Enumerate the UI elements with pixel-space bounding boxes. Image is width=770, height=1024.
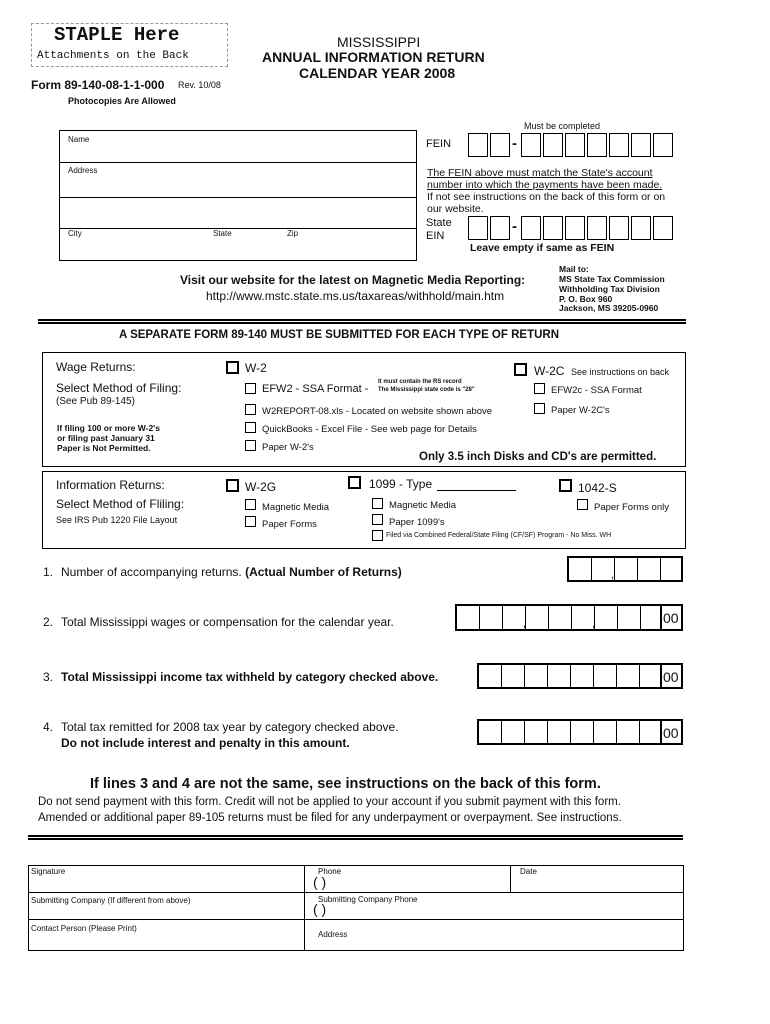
fein-digit[interactable] [543, 133, 563, 157]
fein-digit[interactable] [521, 133, 541, 157]
line2-amount[interactable] [455, 604, 683, 631]
mail-line1: MS State Tax Commission [559, 274, 665, 284]
company-label: Submitting Company (If different from above) [31, 896, 191, 905]
line3-cents: 00 [663, 669, 679, 685]
info-pub: See IRS Pub 1220 File Layout [56, 515, 178, 525]
mail-line2: Withholding Tax Division [559, 284, 660, 294]
staple-subtitle: Attachments on the Back [37, 50, 189, 62]
line2-text: Total Mississippi wages or compensation for the calendar year. [61, 615, 394, 629]
line3-text: Total Mississippi income tax withheld by category checked above. [61, 670, 439, 684]
state-ein-digit[interactable] [609, 216, 629, 240]
name-label: Name [68, 135, 90, 144]
website-url[interactable]: http://www.mstc.state.ms.us/taxareas/withhold/main.htm [206, 289, 505, 303]
line3-number: 3. [43, 670, 54, 684]
signature-label: Signature [31, 867, 66, 876]
paper-only-checkbox[interactable] [577, 499, 588, 510]
divider [28, 835, 683, 837]
fein-label: FEIN [426, 138, 452, 150]
fein-digit[interactable] [631, 133, 651, 157]
wage-note-2: or filing past January 31 [57, 433, 155, 443]
w2g-magnetic-label: Magnetic Media [262, 502, 330, 513]
w2-checkbox[interactable] [226, 361, 239, 374]
website-visit: Visit our website for the latest on Magnetic Media Reporting: [180, 273, 526, 287]
line4-number: 4. [43, 720, 54, 734]
paper-w2-checkbox[interactable] [245, 440, 256, 451]
t1042-label: 1042-S [578, 481, 617, 495]
t1042-checkbox[interactable] [559, 479, 572, 492]
fein-digit[interactable] [565, 133, 585, 157]
cfsf-checkbox[interactable] [372, 530, 383, 541]
t1099-label: 1099 - Type [369, 477, 433, 491]
w2g-paper-label: Paper Forms [262, 519, 317, 530]
state-ein-digit[interactable] [631, 216, 651, 240]
name-field[interactable] [60, 146, 416, 160]
fein-digit[interactable] [587, 133, 607, 157]
state-ein-digit[interactable] [565, 216, 585, 240]
address-cell[interactable] [304, 919, 684, 951]
divider [38, 322, 686, 324]
wage-note-1: If filing 100 or more W-2's [57, 423, 160, 433]
mail-label: Mail to: [559, 264, 589, 274]
header-title: ANNUAL INFORMATION RETURN [262, 49, 485, 65]
line4-cents: 00 [663, 725, 679, 741]
state-ein-digit[interactable] [490, 216, 510, 240]
w2g-checkbox[interactable] [226, 479, 239, 492]
zip-label: Zip [287, 229, 299, 238]
header-year: CALENDAR YEAR 2008 [299, 65, 456, 81]
address-label-bottom: Address [318, 930, 348, 939]
line1-label: Number of accompanying returns. [61, 565, 242, 579]
fein-note-3: If not see instructions on the back of this form or on [427, 191, 666, 203]
state-ein-digit[interactable] [468, 216, 488, 240]
paper-1099-label: Paper 1099's [389, 517, 445, 528]
w2g-paper-checkbox[interactable] [245, 516, 256, 527]
rs-note-1: It must contain the RS record [378, 379, 462, 385]
instructions-line2: Amended or additional paper 89-105 returns must be filed for any underpayment or overpayment. See instructions. [38, 812, 622, 824]
contact-label: Contact Person (Please Print) [31, 924, 137, 933]
w2c-note: See instructions on back [571, 367, 670, 377]
paper-w2-label: Paper W-2's [262, 442, 314, 453]
line4-text: Total tax remitted for 2008 tax year by category checked above. [61, 720, 399, 734]
quickbooks-label: QuickBooks - Excel File - See web page for Details [262, 424, 477, 435]
must-complete-note: Must be completed [524, 121, 601, 131]
cfsf-label: Filed via Combined Federal/State Filing (CF/SF) Program - No Miss. WH [386, 532, 612, 539]
line2-number: 2. [43, 615, 54, 629]
state-ein-digit[interactable] [543, 216, 563, 240]
form-rev: Rev. 10/08 [178, 80, 221, 90]
line2-cents: 00 [663, 610, 679, 626]
separate-notice: A SEPARATE FORM 89-140 MUST BE SUBMITTED FOR EACH TYPE OF RETURN [119, 329, 560, 341]
line1-bold: (Actual Number of Returns) [245, 565, 402, 579]
thousands-separator: , [592, 732, 596, 744]
wage-select: Select Method of Filing: [56, 381, 182, 395]
efw2-label: EFW2 - SSA Format - [262, 383, 369, 395]
thousands-separator: , [592, 676, 596, 688]
state-ein-digit[interactable] [653, 216, 673, 240]
phone-paren: ( ) [313, 874, 327, 890]
w2report-label: W2REPORT-08.xls - Located on website shown above [262, 406, 493, 417]
header-state: MISSISSIPPI [337, 34, 421, 50]
w2c-checkbox[interactable] [514, 363, 527, 376]
paper-1099-checkbox[interactable] [372, 514, 383, 525]
fein-note-4: our website. [427, 203, 484, 215]
mail-line4: Jackson, MS 39205-0960 [559, 303, 659, 313]
thousands-separator: , [592, 618, 596, 630]
info-title: Information Returns: [56, 478, 165, 492]
fein-digit[interactable] [653, 133, 673, 157]
line4-amount[interactable] [477, 719, 683, 745]
line4-bold: Do not include interest and penalty in this amount. [61, 736, 350, 750]
leave-empty-note: Leave empty if same as FEIN [470, 242, 615, 254]
divider [28, 838, 683, 840]
efw2c-label: EFW2c - SSA Format [551, 385, 642, 396]
state-ein-digit[interactable] [521, 216, 541, 240]
quickbooks-checkbox[interactable] [245, 422, 256, 433]
company-phone-paren: ( ) [313, 901, 327, 917]
thousands-separator: , [523, 618, 527, 630]
info-select: Select Method of Fliling: [56, 497, 185, 511]
staple-title: STAPLE Here [54, 24, 180, 46]
address-label: Address [68, 166, 98, 175]
state-label: State [213, 229, 232, 238]
thousands-separator: , [523, 732, 527, 744]
fein-digit[interactable] [609, 133, 629, 157]
w2report-checkbox[interactable] [245, 404, 256, 415]
w2g-magnetic-checkbox[interactable] [245, 499, 256, 510]
fein-digit[interactable] [490, 133, 510, 157]
paper-only-label: Paper Forms only [594, 502, 669, 513]
state-ein-digit[interactable] [587, 216, 607, 240]
phone-label: Phone [318, 867, 342, 876]
divider [38, 319, 686, 321]
w2c-label: W-2C [534, 364, 565, 378]
line1-text [61, 565, 402, 579]
wage-note-3: Paper is Not Permitted. [57, 443, 151, 453]
t1099-magnetic-label: Magnetic Media [389, 500, 457, 511]
wage-pub: (See Pub 89-145) [56, 396, 135, 407]
fein-dash: - [512, 135, 517, 152]
paper-w2c-checkbox[interactable] [534, 403, 545, 414]
thousands-separator: , [611, 569, 615, 581]
efw2-checkbox[interactable] [245, 383, 256, 394]
city-label: City [68, 229, 82, 238]
form-number: Form 89-140-08-1-1-000 [31, 78, 165, 92]
efw2c-checkbox[interactable] [534, 383, 545, 394]
fein-digit[interactable] [468, 133, 488, 157]
mail-line3: P. O. Box 960 [559, 294, 613, 304]
disks-note: Only 3.5 inch Disks and CD's are permitted. [419, 451, 657, 463]
thousands-separator: , [523, 676, 527, 688]
w2-label: W-2 [245, 361, 267, 375]
fein-note-1: The FEIN above must match the State's account [427, 167, 653, 179]
t1099-magnetic-checkbox[interactable] [372, 498, 383, 509]
line1-amount[interactable] [567, 556, 683, 582]
fein-note-2: number into which the payments have been made. [427, 179, 663, 191]
address-field[interactable] [60, 177, 416, 225]
rs-note-2: The Mississippi state code is "28" [378, 387, 475, 393]
state-ein-dash: - [512, 218, 517, 235]
instructions-headline: If lines 3 and 4 are not the same, see instructions on the back of this form. [90, 776, 601, 792]
t1099-checkbox[interactable] [348, 476, 361, 489]
line3-amount[interactable] [477, 663, 683, 689]
photocopies-note: Photocopies Are Allowed [68, 96, 176, 106]
company-phone-label: Submitting Company Phone [318, 895, 418, 904]
paper-w2c-label: Paper W-2C's [551, 405, 610, 416]
instructions-line1: Do not send payment with this form. Credit will not be applied to your account if you submit payment with this form. [38, 796, 621, 808]
t1099-type-field[interactable] [437, 488, 516, 491]
wage-title: Wage Returns: [56, 360, 136, 374]
date-label: Date [520, 867, 537, 876]
signature-cell[interactable] [28, 865, 305, 893]
line1-number: 1. [43, 565, 54, 579]
state-ein-label-2: EIN [426, 230, 445, 242]
w2g-label: W-2G [245, 480, 277, 494]
state-ein-label: State [426, 217, 452, 229]
